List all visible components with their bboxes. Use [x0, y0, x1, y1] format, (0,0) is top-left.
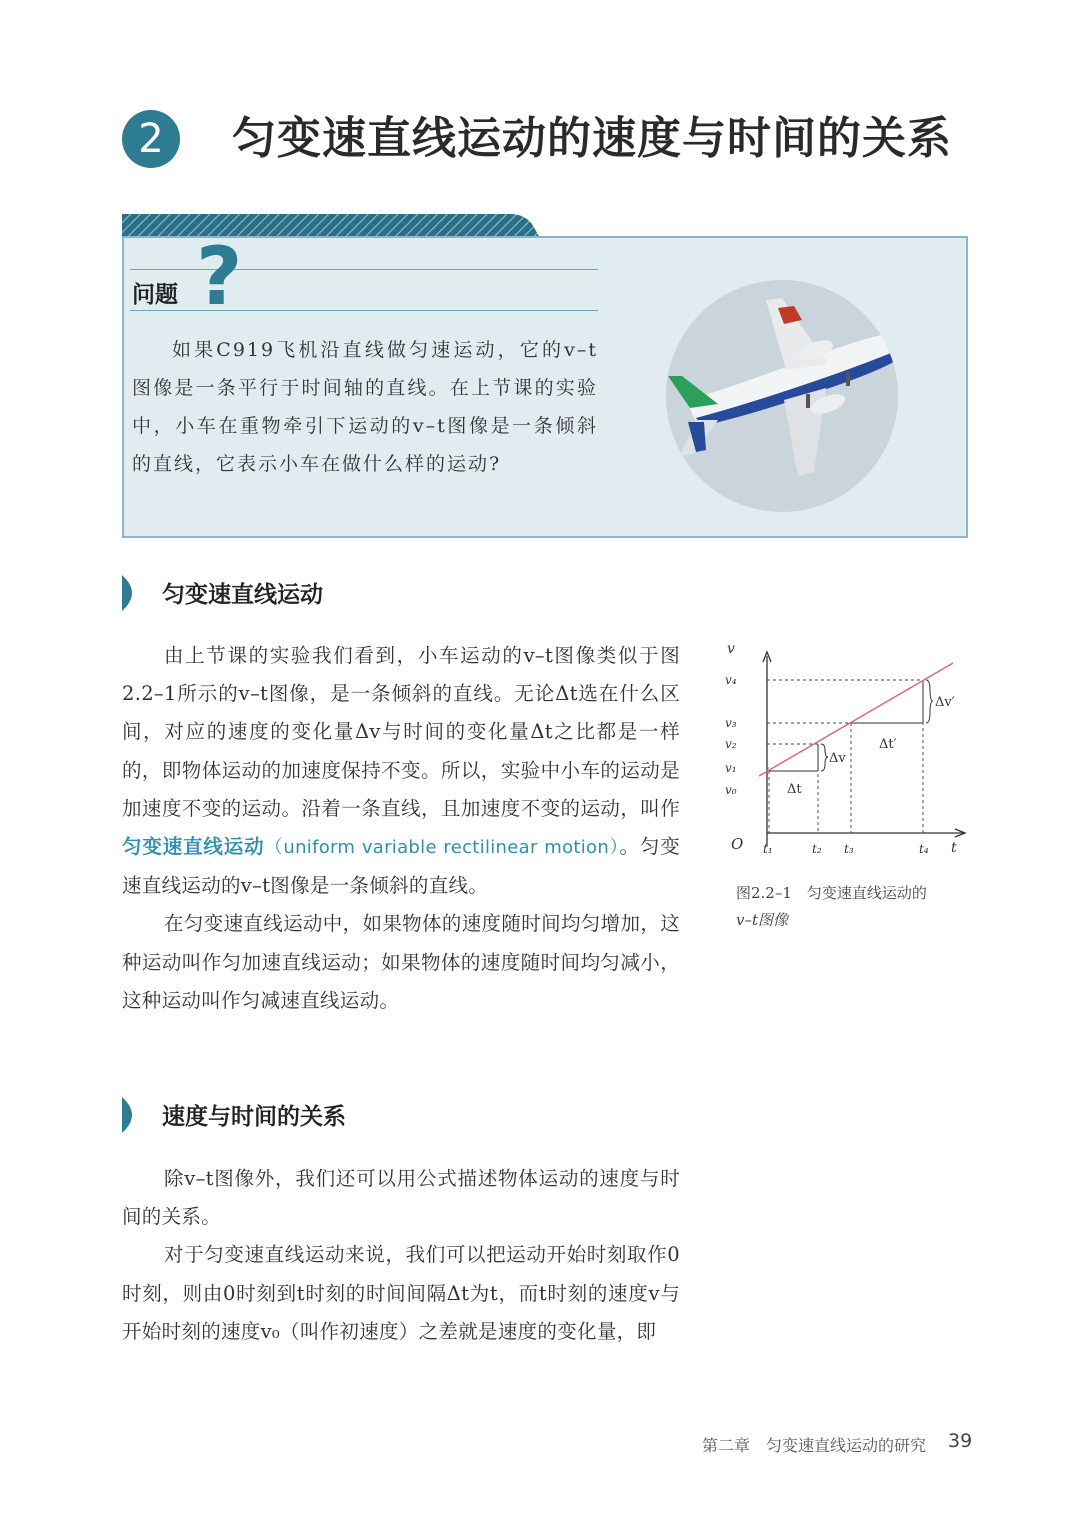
y-tick-v4: v₄ [725, 673, 737, 687]
paragraph-initial-velocity: 对于匀变速直线运动来说，我们可以把运动开始时刻取作0时刻，则由0时刻到t时刻的时间间隔Δt为t，而t时刻的速度v与开始时刻的速度v₀（叫作初速度）之差就是速度的变化量，即 [122, 1243, 680, 1343]
y-tick-v1: v₁ [725, 761, 737, 775]
origin-label: O [731, 835, 744, 853]
label-dt: Δt [787, 782, 802, 797]
question-box-tab [122, 212, 542, 238]
paragraph-uniform-motion [122, 637, 680, 1020]
y-axis-label: v [727, 641, 735, 657]
paragraph-velocity-time [122, 1160, 680, 1351]
subsection-heading-uniform-motion: 匀变速直线运动 [162, 582, 323, 608]
y-tick-v2: v₂ [725, 737, 737, 751]
label-dv: Δv [829, 751, 846, 766]
paragraph-text: 由上节课的实验我们看到，小车运动的v–t图像类似于图2.2–1所示的v–t图像，是一条倾斜的直线。无论Δt选在什么区间，对应的速度的变化量Δv与时间的变化量Δt之比都是一样的，即物体运动的加速度保持不变。所以，实验中小车的运动是加速度不变的运动。沿着一条直线，且加速度不变的运动，叫作 [122, 644, 680, 820]
section-marker-icon [122, 1097, 142, 1133]
x-tick-t1: t₁ [763, 842, 773, 856]
vt-line [759, 663, 953, 776]
brace-dv [821, 744, 828, 771]
label-dt-prime: Δt′ [879, 737, 897, 752]
figure-caption [736, 880, 966, 934]
footer-chapter: 第二章 匀变速直线运动的研究 [702, 1436, 927, 1455]
figure-caption-line-1: 图2.2–1 匀变速直线运动的 [736, 884, 927, 902]
section-marker-icon [122, 575, 142, 611]
y-tick-v0: v₀ [725, 783, 737, 797]
paragraph-text: 。匀变速直线运动的v–t图像是一条倾斜的直线。 [122, 835, 680, 898]
question-label: 问题 [132, 282, 178, 308]
section-number-badge: 2 [122, 110, 180, 168]
brace-dv-prime [926, 680, 933, 723]
c919-airplane-photo [666, 280, 898, 512]
keyword-english: （uniform variable rectilinear motion） [264, 837, 620, 859]
x-tick-t3: t₃ [844, 842, 854, 856]
keyword-term: 匀变速直线运动 [122, 835, 265, 859]
y-tick-v3: v₃ [725, 716, 737, 730]
page-number: 39 [948, 1430, 973, 1452]
question-bottom-rule [130, 310, 598, 311]
question-text: 如果C919飞机沿直线做匀速运动，它的v–t图像是一条平行于时间轴的直线。在上节课的实验中，小车在重物牵引下运动的v–t图像是一条倾斜的直线，它表示小车在做什么样的运动? [132, 339, 598, 475]
vt-graph-figure [715, 636, 970, 868]
page-title: 匀变速直线运动的速度与时间的关系 [232, 113, 952, 164]
paragraph-accel-decel: 在匀变速直线运动中，如果物体的速度随时间均匀增加，这种运动叫作匀加速直线运动；如果物体的速度随时间均匀减小，这种运动叫作匀减速直线运动。 [122, 912, 680, 1012]
figure-caption-line-2: v–t图像 [736, 911, 789, 929]
question-mark-icon: ? [196, 230, 243, 323]
label-dv-prime: Δv′ [935, 695, 955, 710]
x-tick-t2: t₂ [812, 842, 822, 856]
x-axis-label: t [951, 840, 957, 856]
subsection-heading-velocity-time: 速度与时间的关系 [162, 1104, 346, 1130]
paragraph-formula-intro: 除v–t图像外，我们还可以用公式描述物体运动的速度与时间的关系。 [122, 1167, 680, 1229]
x-tick-t4: t₄ [919, 842, 929, 856]
